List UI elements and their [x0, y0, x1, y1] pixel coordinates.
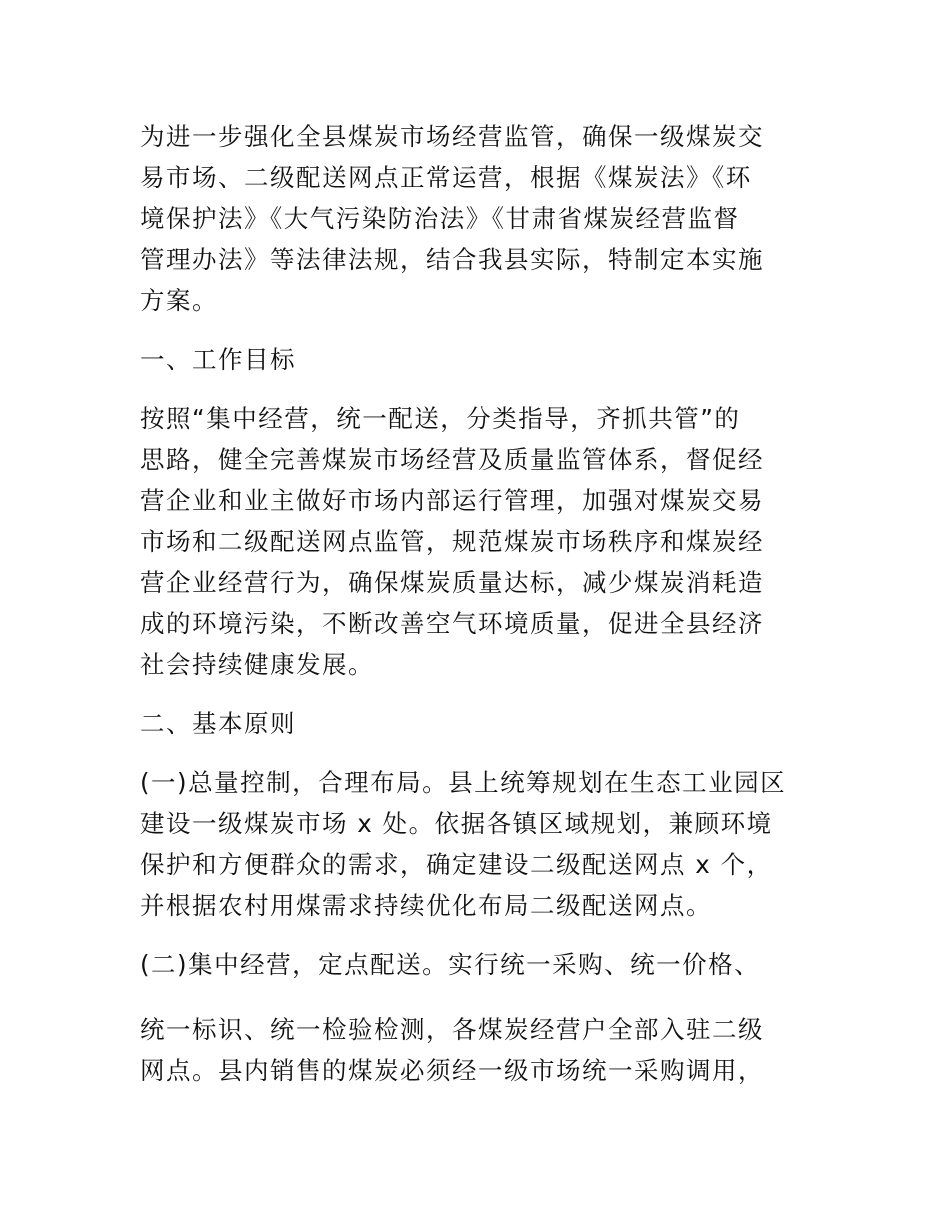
heading-text: 一、工作目标	[140, 345, 296, 374]
intro-paragraph	[140, 116, 820, 321]
document-body	[140, 116, 820, 1091]
text-line: 营企业经营行为，确保煤炭质量达标，减少煤炭消耗造	[140, 568, 764, 597]
section-heading-principles	[140, 703, 820, 744]
text-line: 为进一步强化全县煤炭市场经营监管，确保一级煤炭交	[140, 122, 764, 151]
text-line: 建设一级煤炭市场 x 处。依据各镇区域规划，兼顾环境	[140, 809, 773, 838]
text-line: (二)集中经营，定点配送。实行统一采购、统一价格、	[140, 950, 761, 979]
section-heading-goals	[140, 339, 820, 380]
text-line: 市场和二级配送网点监管，规范煤炭市场秩序和煤炭经	[140, 527, 764, 556]
text-line: 营企业和业主做好市场内部运行管理，加强对煤炭交易	[140, 486, 764, 515]
text-line: 统一标识、统一检验检测，各煤炭经营户全部入驻二级	[140, 1015, 764, 1044]
text-line: (一)总量控制，合理布局。县上统筹规划在生态工业园区	[140, 768, 787, 797]
principle-1-paragraph	[140, 762, 820, 926]
goals-paragraph	[140, 398, 820, 685]
text-line: 方案。	[140, 286, 218, 315]
text-line: 网点。县内销售的煤炭必须经一级市场统一采购调用，	[140, 1056, 764, 1085]
text-line: 思路，健全完善煤炭市场经营及质量监管体系，督促经	[140, 445, 764, 474]
text-line: 易市场、二级配送网点正常运营，根据《煤炭法》《环	[140, 163, 752, 192]
text-line: 管理办法》等法律法规，结合我县实际，特制定本实施	[140, 245, 764, 274]
principle-2-heading-line	[140, 944, 820, 985]
text-line: 并根据农村用煤需求持续优化布局二级配送网点。	[140, 891, 712, 920]
text-line: 成的环境污染，不断改善空气环境质量，促进全县经济	[140, 609, 764, 638]
principle-2-paragraph	[140, 1009, 820, 1091]
text-line: 境保护法》《大气污染防治法》《甘肃省煤炭经营监督	[140, 204, 740, 233]
text-line: 保护和方便群众的需求，确定建设二级配送网点 x 个，	[140, 850, 773, 879]
text-line: 社会持续健康发展。	[140, 650, 374, 679]
heading-text: 二、基本原则	[140, 709, 296, 738]
text-line: 按照“集中经营，统一配送，分类指导，齐抓共管”的	[140, 404, 741, 433]
